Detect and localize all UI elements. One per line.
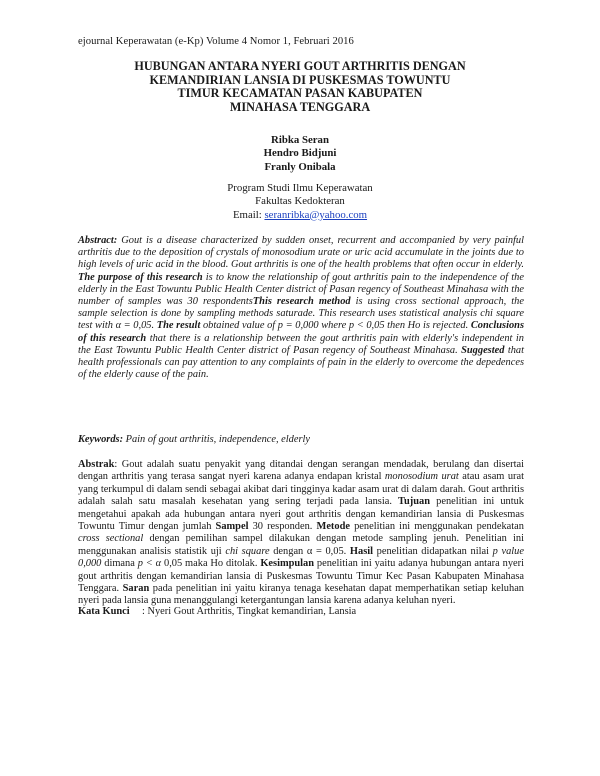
purpose-label: The purpose of this research	[78, 271, 203, 283]
abstrak-italic: cross sectional	[78, 533, 144, 545]
abstrak-text: penelitian ini yaitu adanya hubungan antara nyeri gout arthritis dengan kemandirian lansia di Puskesmas Towuntu Timur Kec Pasan Kabupaten Minahasa Tenggara.	[78, 558, 524, 595]
result-label: The result	[156, 320, 201, 332]
author-name: Hendro Bidjuni	[263, 147, 337, 160]
abstract-text: is to know the relationship of gout arthritis pain to the independence of the elderly in the East Towuntu Public Health Center district of Pasan regency of Southeast Minahasa with the number of samples was 30 respondents	[78, 271, 524, 308]
abstrak-italic: p < α	[137, 558, 162, 570]
kesimpulan-label: Kesimpulan	[260, 558, 315, 570]
kata-kunci	[78, 606, 524, 617]
abstrak-text: : Gout adalah suatu penyakit yang ditandai dengan serangan mendadak, berulang dan disertai dengan arthritis yang terasa sangat nyeri karena adanya endapan kristal	[78, 459, 524, 483]
abstrak-italic: monosodium urat	[384, 471, 459, 483]
suggested-label: Suggested	[461, 344, 505, 356]
tujuan-label: Tujuan	[398, 496, 431, 508]
abstract-indonesian	[78, 459, 524, 608]
author-name: Franly Onibala	[264, 160, 336, 173]
journal-header: ejournal Keperawatan (e-Kp) Volume 4 Nomor 1, Februari 2016	[78, 36, 354, 47]
keywords-text: Pain of gout arthritis, independence, elderly	[123, 434, 311, 445]
keywords-label: Keywords:	[78, 434, 124, 445]
metode-label: Metode	[316, 521, 350, 533]
abstrak-text: 30 responden.	[248, 521, 317, 533]
conclusion-label: Conclusions of this research	[78, 320, 524, 344]
author-name: Ribka Seran	[271, 134, 329, 146]
affiliation	[100, 182, 500, 222]
kata-kunci-label: Kata Kunci	[78, 606, 130, 617]
abstrak-text: atau asam urat yang terkumpul di dalam sendi sebagai akibat dari tingginya kadar asam urat di dalam darah. Gout arthritis adalah salah satu masalah kesehatan yang sering terjadi pada lansia.	[78, 471, 524, 508]
abstrak-italic: chi square	[225, 545, 270, 557]
abstract-text: that there is a relationship between the gout arthritis pain with elderly's independent in the East Towuntu Public Health Center district of Pasan regency of Southeast Minahasa.	[78, 332, 524, 356]
abstract-text: obtained value of p = 0,000 where p < 0,05 then Ho is rejected.	[200, 320, 471, 332]
kata-kunci-text: : Nyeri Gout Arthritis, Tingkat kemandirian, Lansia	[142, 606, 357, 617]
hasil-label: Hasil	[349, 545, 374, 557]
abstrak-text: dimana	[101, 558, 138, 570]
saran-label: Saran	[122, 583, 150, 595]
abstrak-text: 0,05 maka Ho ditolak.	[161, 558, 261, 570]
affiliation-faculty: Fakultas Kedokteran	[255, 195, 345, 208]
title-line: MINAHASA TENGGARA	[229, 99, 371, 114]
abstrak-text: pada penelitian ini yaitu kiranya tenaga kesehatan dapat memperhatikan setiap keluhan nyeri pada lansia guna menanggulangi ketergantungan lansia karena adanya keluhan nyeri.	[78, 583, 524, 607]
affiliation-email-line	[100, 209, 500, 222]
abstrak-text: dengan pemilihan sampel dilakukan dengan metode sampling jenuh. Penelitian ini menggunakan analisis statistik uji	[78, 533, 524, 557]
affiliation-program: Program Studi Ilmu Keperawatan	[227, 182, 373, 194]
abstrak-text: penelitian ini menggunakan pendekatan	[349, 521, 524, 533]
title-line: HUBUNGAN ANTARA NYERI GOUT ARTHRITIS DENGAN	[134, 59, 466, 73]
method-label: This research method	[252, 296, 351, 308]
author-list	[100, 134, 500, 174]
abstract-text: Gout is a disease characterized by sudden onset, recurrent and accompanied by very painful arthritis due to the deposition of crystals of monosodium urate or uric acid accumulate in the joints due to high levels of uric acid in the blood. Gout arthritis is one of the health problems that often occur in elderly.	[78, 235, 524, 271]
abstract-english	[78, 235, 524, 381]
abstract-label: Abstract:	[78, 235, 118, 246]
title-line: TIMUR KECAMATAN PASAN KABUPATEN	[177, 86, 423, 101]
abstrak-text: penelitian ini untuk mengetahui apakah ada hubungan antara nyeri gout arthritis dengan kemandirian lansia di Puskesmas Towuntu Timur dengan jumlah	[78, 496, 524, 533]
sampel-label: Sampel	[215, 521, 249, 533]
email-label: Email:	[232, 208, 262, 221]
abstrak-label: Abstrak	[78, 459, 115, 470]
email-link[interactable]: seranribka@yahoo.com	[264, 208, 368, 221]
abstract-text: that health professionals can pay attention to any complaints of pain in the elderly to overcome the depedences of the elderly cause of the pain.	[78, 344, 525, 381]
paper-title	[90, 60, 510, 114]
abstrak-text: penelitian didapatkan nilai	[373, 545, 493, 557]
abstrak-text: dengan α = 0,05.	[269, 545, 350, 557]
keywords	[78, 434, 524, 445]
title-line: KEMANDIRIAN LANSIA DI PUSKESMAS TOWUNTU	[149, 72, 451, 87]
abstract-text: is using cross sectional approach, the sample selection is done by sampling methods saturade. This research uses statistical analysis chi square test with α = 0,05.	[78, 296, 524, 332]
abstrak-italic: p value 0,000	[78, 545, 524, 570]
